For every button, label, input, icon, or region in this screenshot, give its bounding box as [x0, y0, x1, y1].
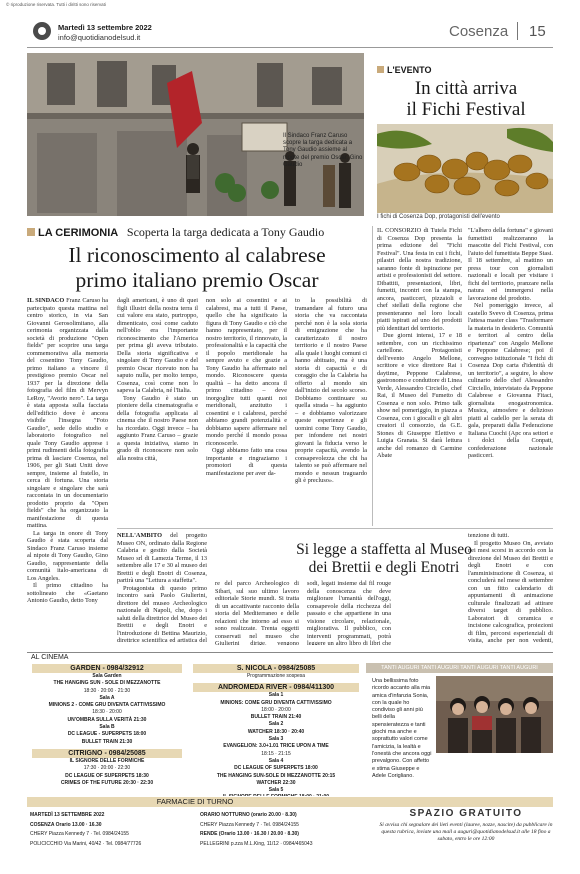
- header-rule: [27, 47, 553, 48]
- pharmacy-line: PELLEGRINI p.zza M.L.King, 11/12 · 0984/465043: [200, 840, 313, 847]
- cinema-venue-header: ANDROMEDA RIVER - 0984/411300: [193, 683, 359, 692]
- article3-lead: NELL'AMBITO: [117, 532, 163, 539]
- cinema-listing: EVANGELION: 3.0+1.01 TRICE UPON A TIME: [223, 743, 329, 750]
- article2-col2-para2: Nel pomeriggio invece, al castello Svevo di Cosenza, prima l'attesa master class "Trasformare la materia in desiderio. Comunità e territori al centro della ripartenza" con Angelo Mellone e Peppone Calabrese; poi il convegno istituzionale "I fichi di Cosenza Dop carta d'identità di un territorio", a seguire, lo show culinario dello chef Alessandro Circiello, intervistato da Peppone Calabrese e Giovanna Fitaci, giornalista enogastronomica. Musica, atmosfere e delizioso piatti al cadello per la serata di gala, preparati dalla Federazione Italiana Cuochi (Apc ora settori e i dolci della Conpatt, confederazione nazionale pasticceri.: [468, 302, 553, 459]
- figs-photo: [377, 124, 553, 213]
- cinema-listing: Sala 1: [268, 692, 284, 699]
- farmacie-col2-list: [200, 812, 368, 847]
- column-divider: [372, 226, 373, 526]
- article3-col4: [468, 532, 553, 645]
- cinema-listing: 18:30 · 20:00 · 21:30: [83, 687, 131, 694]
- spazio-text: Si avvisa chi segnalare dei lieti eventi (lauree, nozze, nascite) da pubblicare in questa rubrica, inviate una mail a auguri@quotidianodelsud.it alle 18 fino a sabato, entro le ore 12:00: [379, 822, 553, 842]
- pharmacy-line: RENDE (Orario 13.00 · 16.30 / 20.00 · 8.30): [200, 831, 299, 837]
- cinema-listing: Sala A: [99, 694, 115, 701]
- article1-col2: [117, 297, 198, 524]
- cinema-listing: UN'OMBRA SULLA VERITÀ 21:30: [67, 716, 147, 723]
- cerimonia-kicker: [27, 225, 324, 240]
- cinema-col1: [32, 664, 182, 794]
- issue-date: Martedì 13 settembre 2022: [58, 23, 152, 32]
- rights-notice: © riproduzione riservata. Tutti i diritti sono riservati: [6, 2, 106, 7]
- article1-col3-para2: Oggi abbiamo fatto una cosa importante e ringraziamo i promotori di questa manifestazione per aver da-: [206, 447, 287, 477]
- main-headline-line1: Il riconoscimento al calabrese: [68, 243, 326, 267]
- evento-title-line2: il Fichi Festival: [406, 99, 526, 120]
- article3-col1-text: del progetto Museo ON, ordinato dalla Regione Calabria e gestito dalla Società Museo srl di Lamezia Terme, il 13 settembre alle 17 e 30 al museo dei Brettii e degli Enotri di Cosenza, partirà una "Lettura a staffetta".: [117, 532, 207, 584]
- cinema-listing: BULLET TRAIN 21:40: [250, 714, 302, 721]
- article2-col1: [377, 227, 462, 524]
- article1-col3: [206, 297, 287, 524]
- cinema-listing: WATCHER 22:30: [256, 779, 296, 786]
- cinema-listing: DC LEAGUE OF SUPERPETS 18:30: [65, 772, 149, 779]
- article1-lead: IL SINDACO: [27, 297, 65, 304]
- auguri-bar: TANTI AUGURI TANTI AUGURI TANTI AUGURI TANTI AUGURI: [366, 663, 553, 673]
- cinema-venue-header: CITRIGNO - 0984/25085: [32, 749, 182, 758]
- evento-tag: L'EVENTO: [387, 65, 432, 75]
- pharmacy-line: CHERY Piazza Kennedy 7 · Tel. 0984/24155: [30, 831, 129, 837]
- farmacie-title: FARMACIE DI TURNO: [156, 797, 234, 806]
- cinema-venue-header: GARDEN - 0984/32912: [32, 664, 182, 673]
- pharmacy-line: POLICICCHIO Via Marini, 40/42 · Tel. 0984/77726: [30, 840, 142, 847]
- pharmacy-line: ORARIO NOTTURNO (orario 20.00 · 8.30): [200, 812, 297, 818]
- pharmacy-line: MARTEDÌ 13 SETTEMBRE 2022: [30, 812, 105, 818]
- article1-col3-text: non solo ai cosentini e ai calabresi, ma a tutti il Paese, quello che ha significato la figura di Tony Gaudio e ciò che hanno rappresentato, per il nostro territorio, il rinnovato, la professionalità e la capacità che il popolo meridionale ha sempre avuto e che grazie a Tony Gaudio ha affermato nel mondo. Riconoscere questa qualità – ha detto ancora il primo cittadino – deve inorgoglire tutti quanti noi meridionali, anzitutto i cosentini e i calabresi, perché abbiamo grandi potenzialità e dobbiamo sapere affermare nel mondo perché il mondo possa riconoscerle.: [206, 297, 287, 447]
- cinema-listing: DC LEAGUE OF SUPERPETS 18:00: [234, 765, 318, 772]
- figs-photo-caption: I fichi di Cosenza Dop, protagonisti dell'evento: [377, 214, 500, 220]
- cinema-listing: 17:30 · 20:00 · 22:30: [83, 765, 131, 772]
- cinema-listing: Sala B: [99, 724, 115, 731]
- article3-divider: [117, 528, 553, 529]
- cerimonia-marker-icon: [27, 228, 35, 236]
- cinema-listing: 18:30 · 20:00: [92, 709, 122, 716]
- cinema-col2: [193, 664, 359, 796]
- article2-col2-text: "L'albero della fortuna" e giovani fumettisti realizzeranno la mascotte del Fichi Festival, con l'aiuto del fumettista Beppe Stasi. Il 18 settembre, al mattino un press tour con giornalisti nazionali e locali per visitare i fichi del territorio, pranzare nella natura ed immergersi nella lavorazione del prodotto.: [468, 227, 553, 302]
- evento-title-line1: In città arriva: [414, 78, 518, 99]
- contact-email[interactable]: info@quotidianodelsud.it: [58, 33, 141, 42]
- cinema-listing: THE HANGING SUN - SOLE DI MEZZANOTTE: [53, 680, 161, 687]
- article1-col2-para2: Tony Gaudio è stato un pioniere della cinematografia e della fotografia applicata al cinema che il nostro Paese non ha ricordato. Oggi invece – ha aggiunto Franz Caruso – grazie a questa iniziativa, siamo in grado di riconoscere non solo alla nostra città,: [117, 394, 198, 462]
- article3-col3: [307, 580, 391, 645]
- article2-col1-text: IL CONSORZIO di Tutela Fichi di Cosenza Dop presenta la prima edizione del "Fichi Festival". Una festa in cui i fichi, pilastri della nostra tradizione, saranno fonte di ispirazione per artisti e professionisti del settore. Dibattiti, presentazioni, libri, fumetti, incontri con la stampa, ancora, pasticceri, pizzaioli e chef stellati della regione che presenteranno nel loro locali piatti ispirati ad uno dei prodotti più identitari del territorio.: [377, 227, 462, 332]
- article1-col1: [27, 297, 108, 643]
- cinema-listing: CRIMES OF THE FUTURE 20:30 · 22:30: [60, 779, 154, 786]
- page-number: 15: [529, 23, 546, 40]
- section-name: Cosenza: [449, 23, 509, 40]
- main-headline-line2: primo italiano premio Oscar: [75, 268, 319, 292]
- museo-headline-line1: Si legge a staffetta al Museo: [296, 541, 472, 558]
- article1-col4: [295, 297, 367, 524]
- farmacie-col1: [30, 812, 190, 850]
- friends-photo: [436, 676, 553, 753]
- evento-title: [377, 78, 555, 120]
- spazio-title: SPAZIO GRATUITO: [409, 808, 523, 819]
- ceremony-photo-caption: Il Sindaco Franz Caruso scopre la targa dedicata a Tony Gaudio assieme al nipote del premio Oscar, Gino Gaudio: [283, 133, 363, 168]
- article3-col4-para2: Il progetto Museo On, avviato nei mesi scorsi in accordo con la direzione del Museo dei Brettii e degli Enotri e con l'amministrazione di Cosenza, si concluderà nel mese di settembre con un fitto calendario di appuntamenti di animazione culturale finalizzati ad attirare diversi target di pubblico. Laboratori di ceramica e incisione calcografica, proiezioni di film, percorsi esperienziali di visita, anche per non vedenti,: [468, 539, 553, 644]
- cinema-listing: Sala 2: [268, 721, 284, 728]
- article1-col1-text: Franz Caruso ha partecipato questa mattina nel centro storico, in via San Giovanni Gerosolimitano, alla cerimonia organizzata dalla società di produzione "Open fields" per scoprire una targa commemorativa alla memoria del cosentino Tony Gaudio, primo italiano a vincere il prestigioso premio Oscar nel 1937 per la direzione della fotografia del film di Mervyn LeRoy, "Avorio nero". La targa è stata apposta sulla facciata dell'edificio dove è ancora visibile l'insegna "Foto Gaudio", sede dello studio e laboratorio fotografico nel quale Tony Gaudio apprese i primi rudimenti della fotografia prima di lasciare Cosenza, nel 1906, per gli Stati Uniti dove sempre, insieme al fratello, in cerca di fortuna. Una storia singolare e singolare che sarà raccontata in un documentario prodotto proprio da "Open fields" che ha organizzato la manifestazione di questa mattina.: [27, 297, 108, 529]
- cinema-rule: [27, 652, 553, 653]
- auguri-text: Una bellissima foto ricordo accanto alla mia amica d'infanzia Sonia, con la quale ho condiviso gli anni più belli della spensieratezza e tanti giochi ma anche e soprattutto valori come l'amicizia, la lealtà e l'onestà che ancora oggi prevalgono. Con affetto e stima Giuseppe e Adele Corigliano.: [372, 678, 432, 779]
- cinema-listing: THE HANGING SUN-SOLE DI MEZZANOTTE 20:15: [216, 772, 336, 779]
- cerimonia-subtitle: Scoperta la targa dedicata a Tony Gaudio: [126, 225, 325, 239]
- cinema-listing: MINIONS: COME GRU DIVENTA CATTIVISSIMO: [220, 699, 332, 706]
- cinema-venue-header: S. NICOLA - 0984/25085: [193, 664, 359, 673]
- cinema-col1-list: [32, 664, 182, 787]
- article3-col2: [215, 580, 299, 645]
- article2-col1-para2: Due giorni intensi, 17 e 18 settembre, con un ricchissimo cartellone. Protagonisti dell'evento Angelo Mellone, scrittore e vice direttore Rai i daytime, Peppone Calabrese, gastronomo e conduttore di Linea Verde, Alessandro Circiello, chef Rai, il Museo del Fumetto di Cosenza e non solo. Primo talk show nel pomeriggio, in piazza a Cosenza, con i giocalli e gli altri creatori il consorzio, da G.E. Stones di Giuseppe Elettivo e Luigia Granata. Si darà lettura anche del romanzo di Carmine Abate: [377, 332, 462, 459]
- cinema-listing: [193, 794, 359, 796]
- cinema-listing: 18:15 · 21:15: [261, 750, 291, 757]
- article3-col4-text: tenzione di tutti.: [468, 532, 510, 539]
- header-divider: [517, 22, 518, 40]
- article3-col2-text: re del parco Archeologico di Sibari, sul suo ultimo lavoro editoriale Storie mundi. Si tratta di un accattivante racconto della storia del Mediterraneo e delle relazioni che intorno ad esso si sono realizzate. Trenta oggetti conservati nel museo che Giulierini dirige, vengono: [215, 580, 299, 645]
- museo-headline-line2: dei Brettii e degli Enotri: [308, 559, 460, 576]
- cinema-listing: Sala Garden: [92, 673, 122, 679]
- cinema-listing: WATCHER 18:30 · 20:40: [247, 728, 305, 735]
- cinema-col2-list: [193, 664, 359, 796]
- cinema-listing: Programmazione sospesa: [246, 673, 306, 679]
- cinema-tag: AL CINEMA: [31, 654, 69, 661]
- article1-col4-text: to la possibilità di tramandare al futuro una storia che va raccontata perché non è la sola storia di emigrazione che ha caratterizzato il nostro territorio e il nostro Paese alla quale i luoghi comuni ci hanno abituato, ma è una storia di capacità e di coraggio che la Calabria ha offerto al mondo sin dall'inizio del secolo scorso. Dobbiamo continuare su quella strada – ha aggiunto – e dobbiamo valorizzare queste esperienze e gli uomini come Tony Gaudio, per infondere nei nostri giovani la fiducia verso le proprie capacità, avendo la consapevolezza che chi ha talento se può affermare nel mondo e nessun traguardo gli è precluso».: [295, 297, 367, 484]
- cinema-listing: Sala 3: [268, 736, 284, 743]
- main-headline: [27, 243, 367, 293]
- pharmacy-line: CHERY Piazza Kennedy 7 · Tel. 0984/24155: [200, 821, 299, 828]
- cinema-listing: 18:00 · 20:00: [261, 706, 291, 713]
- cinema-listing: Sala 4: [268, 757, 284, 764]
- farmacie-col2: [200, 812, 368, 850]
- article3-col1: [117, 532, 207, 645]
- cinema-listing: Sala 5: [268, 787, 284, 794]
- cerimonia-tag: LA CERIMONIA: [38, 227, 118, 239]
- cinema-listing: BULLET TRAIN 21:30: [81, 738, 133, 745]
- article3-col3-text: sodi, legati insieme dal fil rouge della conoscenza che deve migliorare l'umanità dell'oggi, consapevole della ricchezza del passato e che appartiene in una visione circolare, relazionale, migliorativa. Il pubblico, con interventi programmati, potrà leggere un altro libro di libri che: [307, 580, 391, 645]
- farmacie-col1-list: [30, 812, 190, 847]
- pharmacy-line: COSENZA Orario 13.00 · 16.30: [30, 821, 102, 828]
- article1-col2-text: dagli americani, è uno di quei figli illustri della nostra terra il cui valore era stato, purtroppo, dimenticato, così come caduto nell'oblio era l'importante riconoscimento che l'America per prima gli aveva tributato. Della storia significativa e singolare di Tony Gaudio e del premio Oscar ricevuto non ha saputo nulla, per molto tempo, Cosenza, così come non lo sapeva la Calabria, né l'Italia.: [117, 297, 198, 394]
- cinema-listing: IL SIGNORE DELLE FORMICHE: [69, 757, 145, 764]
- article1-col1-para3: Il primo cittadino ha sottolineato che «Gaetano Antonio Gaudio, detto Tony: [27, 582, 108, 604]
- article2-col2: [468, 227, 553, 524]
- evento-marker-icon: [377, 66, 384, 73]
- cinema-listing: MINIONS 2 - COME GRU DIVENTA CATTIVISSIMO: [48, 702, 166, 709]
- article1-col1-para2: La targa in onore di Tony Gaudio è stata scoperta dal Sindaco Franz Caruso insieme al nipote di Tony Gaudio, Gino Gaudio, rappresentante della comunità italo-americana di Los Angeles.: [27, 529, 108, 582]
- newspaper-logo-icon: [33, 22, 51, 40]
- cinema-listing: DC LEAGUE - SUPERPETS 18:00: [67, 731, 147, 738]
- article3-col1-para2: Protagonista di questo primo incontro sarà Paolo Giulierini, direttore del museo Archeologico nazionale di Napoli, che, dopo i saluti della direttrice del Museo dei Brettii e degli Enotri e l'introduzione di Bettina Maurizio, direttrice scientifica ed artistica del: [117, 584, 207, 644]
